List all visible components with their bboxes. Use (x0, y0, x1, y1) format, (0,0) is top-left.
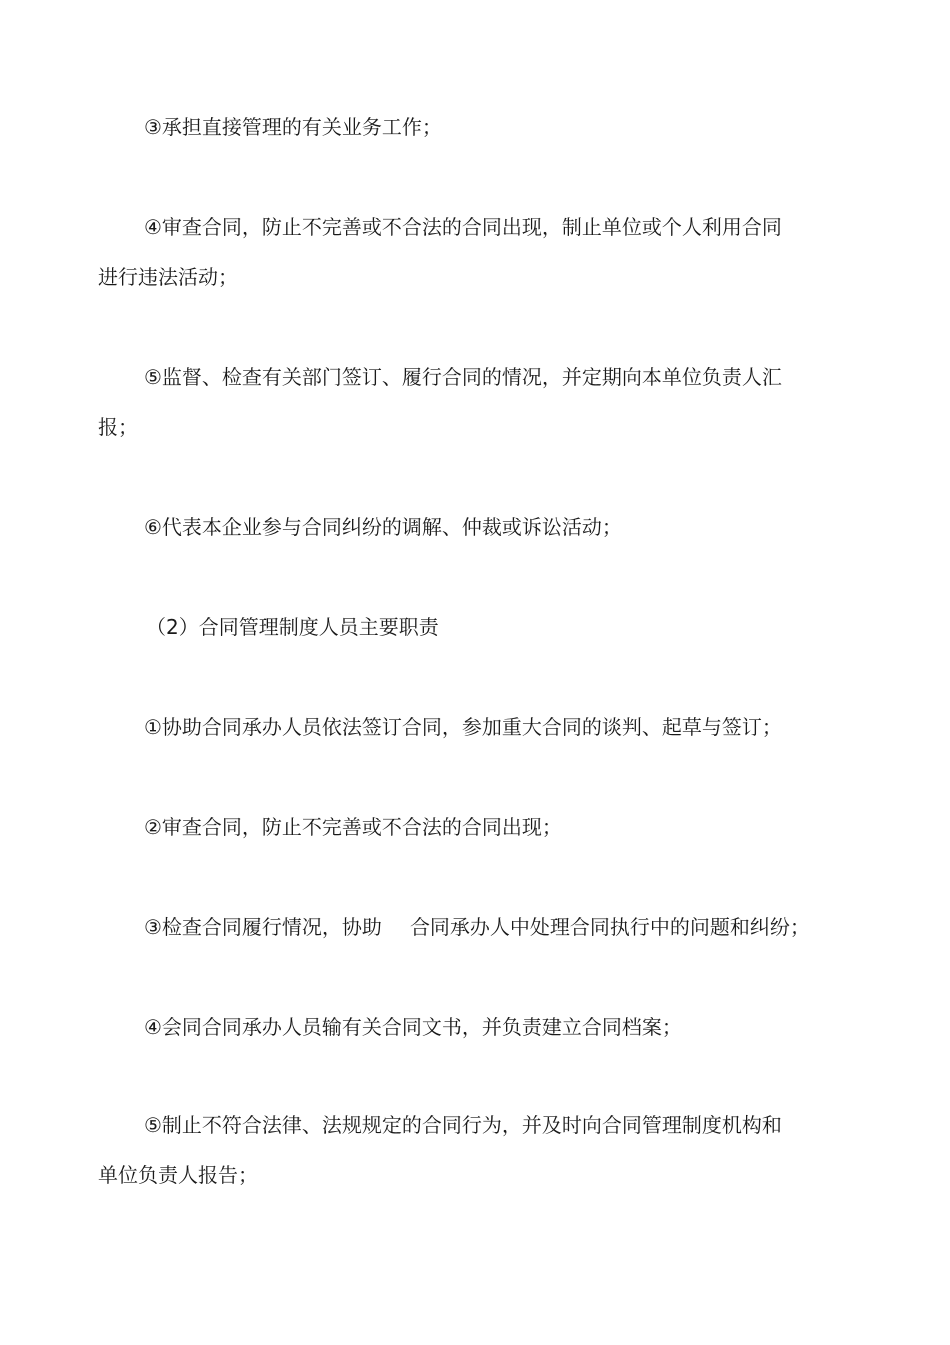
paragraph-line: ⑤制止不符合法律、法规规定的合同行为，并及时向合同管理制度机构和 (144, 1113, 782, 1137)
paragraph-line: 进行违法活动； (98, 265, 238, 289)
paragraph-line: ④会同合同承办人员输有关合同文书，并负责建立合同档案； (144, 1015, 682, 1039)
paragraph-line: ⑥代表本企业参与合同纠纷的调解、仲裁或诉讼活动； (144, 515, 622, 539)
paragraph-line: ②审查合同，防止不完善或不合法的合同出现； (144, 815, 562, 839)
paragraph-staff-duty-3 (98, 902, 838, 952)
paragraph-duty-4 (98, 202, 818, 302)
paragraph-staff-duty-4 (98, 1002, 818, 1052)
paragraph-line: ③承担直接管理的有关业务工作； (144, 115, 442, 139)
section-heading (146, 602, 866, 652)
heading-line: （2）合同管理制度人员主要职责 (146, 615, 439, 639)
paragraph-staff-duty-1 (98, 702, 818, 752)
paragraph-line: 单位负责人报告； (98, 1163, 258, 1187)
paragraph-line (98, 902, 838, 952)
paragraph-staff-duty-5 (98, 1100, 818, 1200)
paragraph-duty-6 (98, 502, 818, 552)
paragraph-line: ①协助合同承办人员依法签订合同，参加重大合同的谈判、起草与签订； (144, 715, 782, 739)
line-segment: ③检查合同履行情况，协助 (144, 915, 382, 939)
paragraph-duty-3 (98, 102, 818, 152)
paragraph-line: ⑤监督、检查有关部门签订、履行合同的情况，并定期向本单位负责人汇 (144, 365, 782, 389)
line-segment: 合同承办人中处理合同执行中的问题和纠纷； (409, 915, 810, 939)
paragraph-line: 报； (98, 415, 138, 439)
paragraph-duty-5 (98, 352, 818, 452)
paragraph-staff-duty-2 (98, 802, 818, 852)
paragraph-line: ④审查合同，防止不完善或不合法的合同出现，制止单位或个人利用合同 (144, 215, 782, 239)
